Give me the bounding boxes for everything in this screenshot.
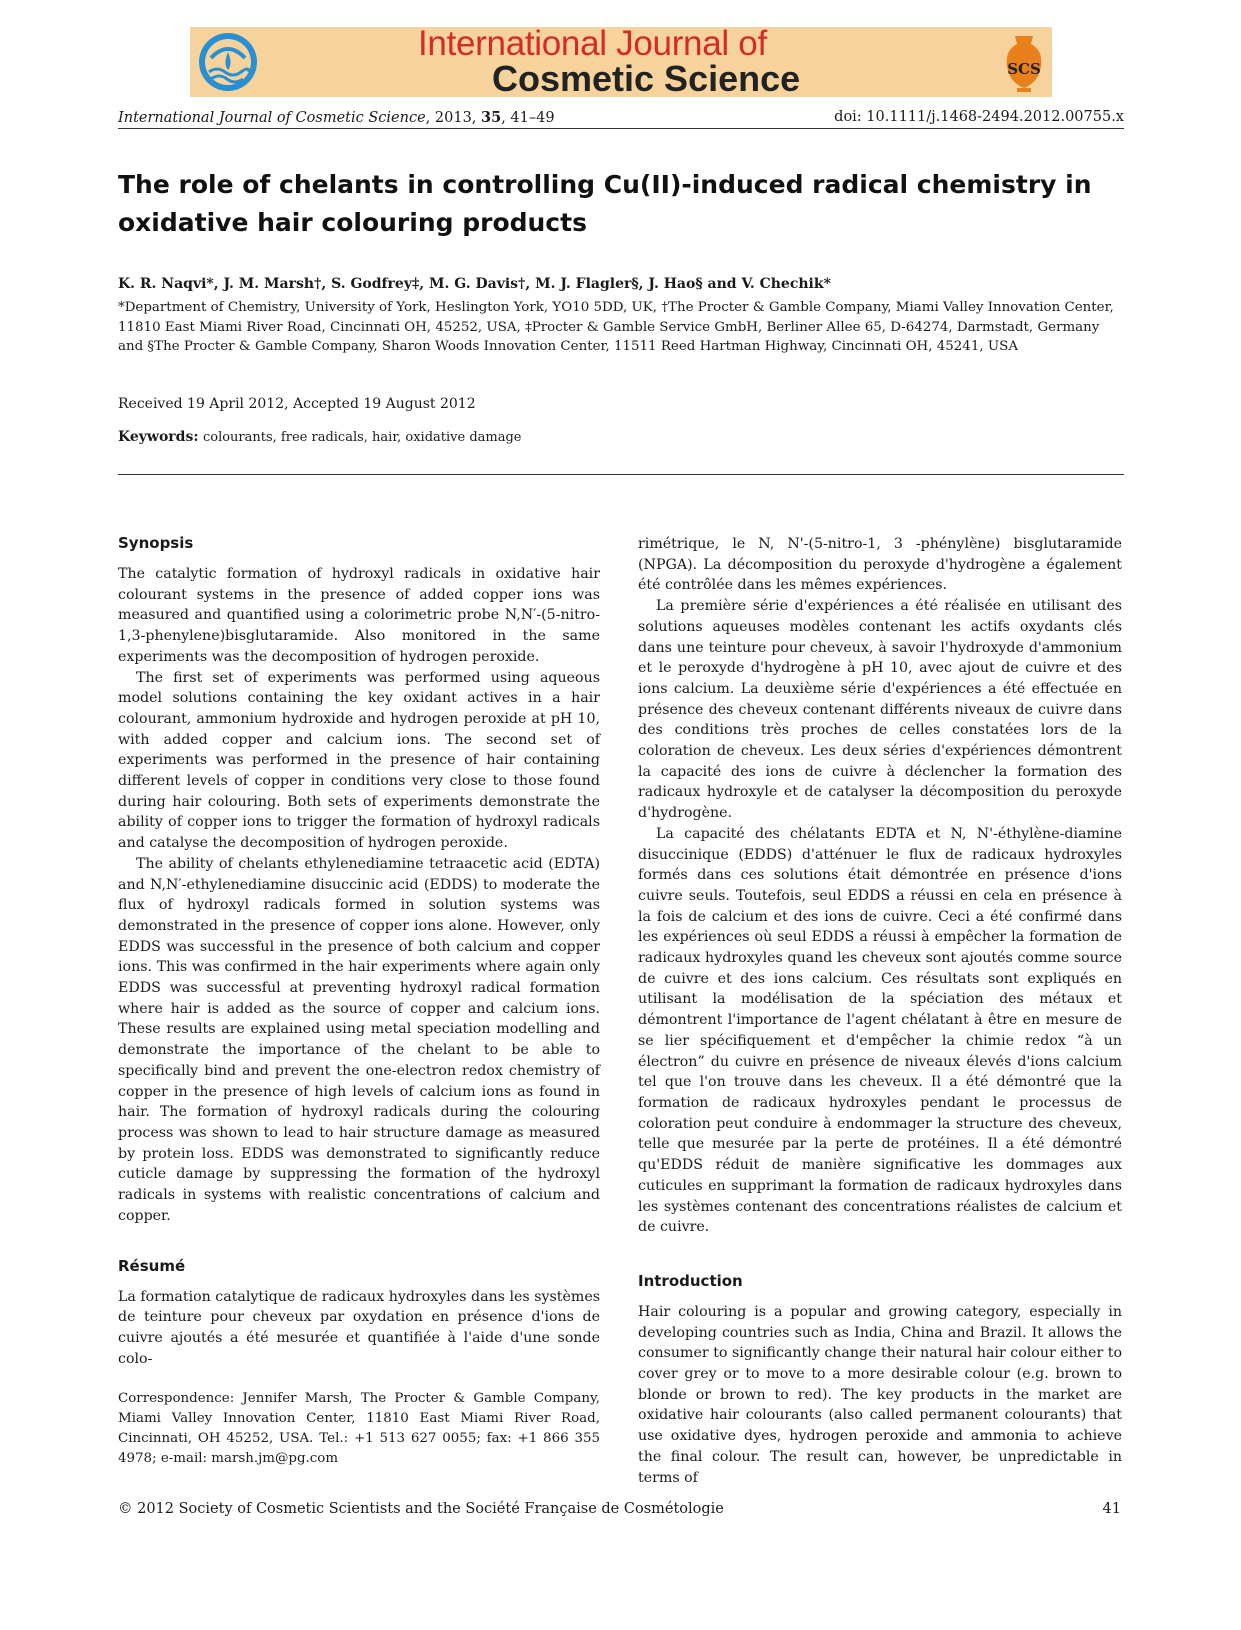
running-head-year: , 2013, bbox=[425, 110, 482, 126]
scs-logo-icon bbox=[1003, 30, 1045, 94]
resume-paragraph: La formation catalytique de radicaux hydroxyles dans les systèmes de teinture pour cheveux par oxydation en présence d'ions de cuivre ajoutés a été mesurée et quantifiée à l'aide d'une sonde colo- bbox=[118, 1288, 600, 1367]
keywords bbox=[118, 429, 521, 445]
title-block-divider bbox=[118, 474, 1124, 475]
correspondence-note: Correspondence: Jennifer Marsh, The Procter & Gamble Company, Miami Valley Innovation Center, 11810 East Miami River Road, Cincinnati, OH 45252, USA. Tel.: +1 513 627 0055; fax: +1 866 355 4978; e-mail: marsh.jm@pg.com bbox=[118, 1391, 600, 1467]
received-dates: Received 19 April 2012, Accepted 19 August 2012 bbox=[118, 396, 476, 412]
journal-logo-icon bbox=[195, 30, 261, 94]
journal-name-line2: Cosmetic Science bbox=[492, 58, 801, 99]
affiliations: *Department of Chemistry, University of York, Heslington York, YO10 5DD, UK, †The Procter & Gamble Company, Miami Valley Innovation Center, 11810 East Miami River Road, Cincinnati OH, 45252, USA, ‡Procter & Gamble Service GmbH, Berliner Allee 65, D-64274, Darmstadt, Germany and §The Procter & Gamble Company, Sharon Woods Innovation Center, 11511 Reed Hartman Highway, Cincinnati OH, 45241, USA bbox=[118, 300, 1114, 355]
synopsis-paragraph: The ability of chelants ethylenediamine tetraacetic acid (EDTA) and N,N′-ethylenediamine disuccinic acid (EDDS) to moderate the flux of hydroxyl radicals formed in solution systems was demonstrated in the presence of copper ions alone. However, only EDDS was successful in the presence of both calcium and copper ions. This was confirmed in the hair experiments where again only EDDS was successful at preventing hydroxyl radical formation where hair is added as the source of copper and calcium ions. These results are explained using metal speciation modelling and demonstrate the importance of the chelant to be able to specifically bind and prevent the one-electron redox chemistry of copper in the presence of high levels of calcium ions as found in hair. The formation of hydroxyl radicals during the colouring process was shown to lead to hair structure damage as measured by protein loss. EDDS was demonstrated to significantly reduce cuticle damage by suppressing the formation of the hydroxyl radicals in systems with realistic concentrations of calcium and copper. bbox=[118, 855, 600, 1224]
resume-paragraph: La capacité des chélatants EDTA et N, N'-éthylène-diamine disuccinique (EDDS) d'atténuer le flux de radicaux hydroxyles formés dans ces solutions était démontrée en présence d'ions cuivre seuls. Toutefois, seul EDDS a réussi en cela en présence à la fois de calcium et des ions de cuivre. Ceci a été confirmé dans les expériences où seul EDDS a réussi à empêcher la formation de radicaux hydroxyles quand les cheveux sont ajoutés comme source de cuivre et des ions calcium. Ces résultats sont expliqués en utilisant la modélisation de la spéciation des métaux et démontrent l'importance de l'agent chélatant à être en mesure de se lier spécifiquement et d'empêcher la chimie redox “à un électron” du cuivre en présence de niveaux élevés d'ions calcium tel que l'on trouve dans les cheveux. Il a été démontré que la formation de radicaux hydroxyles pendant le processus de coloration peut conduire à endommager la structure des cheveux, telle que mesurée par la perte de protéines. Il a été démontré qu'EDDS réduit de manière significative les dommages aux cuticules en supprimant la formation de radicaux hydroxyles dans les systèmes contenant des concentrations réalistes de calcium et de cuivre. bbox=[638, 825, 1122, 1236]
resume-paragraph: rimétrique, le N, N'-(5-nitro-1, 3 -phénylène) bisglutaramide (NPGA). La décomposition du peroxyde d'hydrogène a également été contrôlée dans les mêmes expériences. bbox=[638, 536, 1122, 594]
scs-logo-text: SCS bbox=[1007, 60, 1041, 78]
running-head-volume: 35 bbox=[481, 109, 502, 126]
running-head-journal: International Journal of Cosmetic Science bbox=[118, 110, 426, 126]
resume-heading: Résumé bbox=[118, 1256, 186, 1275]
keywords-label: Keywords: bbox=[118, 429, 199, 445]
synopsis-heading: Synopsis bbox=[118, 534, 194, 552]
author-list: K. R. Naqvi*, J. M. Marsh†, S. Godfrey‡, M. G. Davis†, M. J. Flagler§, J. Hao§ and V. Chechik* bbox=[118, 276, 831, 292]
synopsis-paragraph: The first set of experiments was performed using aqueous model solutions containing the key oxidant actives in a hair colourant, ammonium hydroxide and hydrogen peroxide at pH 10, with added copper and calcium ions. The second set of experiments was performed in the presence of hair containing different levels of copper in conditions very close to those found during hair colouring. Both sets of experiments demonstrate the ability of copper ions to trigger the formation of hydroxyl radicals and catalyse the decomposition of hydrogen peroxide. bbox=[118, 669, 600, 852]
page-number: 41 bbox=[1102, 1501, 1121, 1517]
journal-name-line1: International Journal of bbox=[418, 24, 767, 63]
header-divider bbox=[118, 128, 1124, 129]
keywords-values: colourants, free radicals, hair, oxidative damage bbox=[202, 430, 522, 445]
resume-paragraph: La première série d'expériences a été réalisée en utilisant des solutions aqueuses modèles contenant les actifs oxydants clés dans une teinture pour cheveux, à savoir l'hydroxyde d'ammonium et le peroxyde d'hydrogène à pH 10, avec ajout de cuivre et des ions calcium. La deuxième série d'expériences a été effectuée en présence des cheveux contenant différents niveaux de cuivre dans des conditions très proches de celles constatées lors de la coloration de cheveux. Les deux séries d'expériences démontrent la capacité des ions de cuivre à déclencher la formation des radicaux hydroxyle et de catalyser la décomposition du peroxyde d'hydrogène. bbox=[638, 598, 1122, 822]
left-column bbox=[118, 534, 600, 1469]
doi-link[interactable]: doi: 10.1111/j.1468-2494.2012.00755.x bbox=[834, 109, 1124, 125]
running-head-pages: , 41–49 bbox=[501, 110, 555, 126]
introduction-heading: Introduction bbox=[638, 1271, 743, 1290]
synopsis-paragraph: The catalytic formation of hydroxyl radicals in oxidative hair colourant systems in the presence of added copper ions was measured and quantified using a colorimetric probe N,N′-(5-nitro-1,3-phenylene)bisglutaramide. Also monitored in the same experiments was the decomposition of hydrogen peroxide. bbox=[118, 566, 600, 665]
running-head bbox=[118, 109, 555, 126]
introduction-paragraph: Hair colouring is a popular and growing category, especially in developing countries such as India, China and Brazil. It allows the consumer to significantly change their natural hair colour either to cover grey or to move to a more desirable colour (e.g. brown to blonde or brown to red). The key products in the market are oxidative hair colourants (also called permanent colourants) that use oxidative dyes, hydrogen peroxide and ammonia to achieve the final colour. The result can, however, be unpredictable in terms of bbox=[638, 1303, 1122, 1486]
article-title: The role of chelants in controlling Cu(II)-induced radical chemistry in oxidative hair colouring products bbox=[118, 170, 1092, 237]
right-column bbox=[638, 534, 1122, 1488]
copyright-footer: © 2012 Society of Cosmetic Scientists and the Société Française de Cosmétologie bbox=[118, 1501, 724, 1517]
